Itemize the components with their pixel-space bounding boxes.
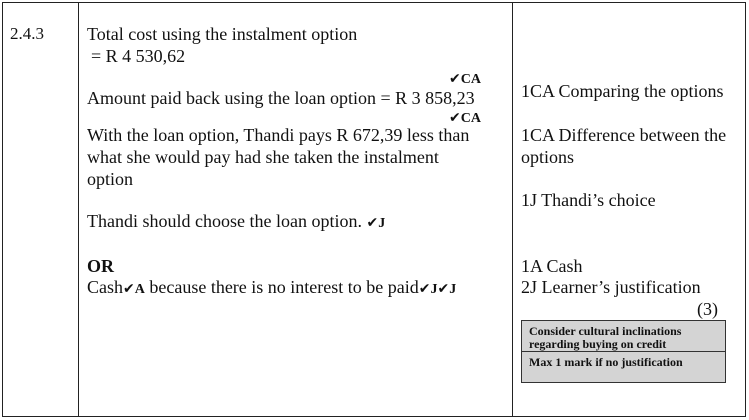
mark-annotation: ✔CA [449,110,481,126]
answer-line: what she would pay had she taken the instalment [87,147,439,167]
answer-line: = R 4 530,62 [91,46,186,66]
column-divider [78,2,79,417]
check-icon: ✔ [418,281,431,297]
answer-line: option [87,169,134,189]
answer-line: Thandi should choose the loan option. ✔J [87,211,386,231]
note-text: Consider cultural inclinations [529,324,682,338]
answer-line: Cash✔A because there is no interest to be paid✔J✔J [87,277,457,297]
note-text: regarding buying on credit [529,337,667,351]
marking-item: 2J Learner’s justification [521,277,701,297]
answer-line: With the loan option, Thandi pays R 672,39 less than [87,125,470,145]
mark-total: (3) [697,299,718,319]
check-icon: ✔ [449,71,461,87]
note-divider [522,351,725,352]
column-divider [512,2,513,417]
marking-item: 1J Thandi’s choice [521,190,656,210]
marking-note-box [521,320,726,383]
answer-line: Total cost using the instalment option [87,24,358,44]
note-text: Max 1 mark if no justification [529,355,683,369]
check-icon: ✔ [366,215,379,231]
answer-line: Amount paid back using the loan option = R 3 858,23 [87,88,475,108]
marking-item: 1A Cash [521,256,583,276]
check-icon: ✔ [449,110,461,126]
or-label: OR [87,256,114,276]
marking-item: 1CA Comparing the options [521,81,724,101]
check-icon: ✔ [437,281,450,297]
question-number: 2.4.3 [10,24,44,43]
check-icon: ✔ [123,281,135,297]
marking-item: options [521,147,575,167]
mark-annotation: ✔CA [449,71,481,87]
marking-item: 1CA Difference between the [521,125,727,145]
